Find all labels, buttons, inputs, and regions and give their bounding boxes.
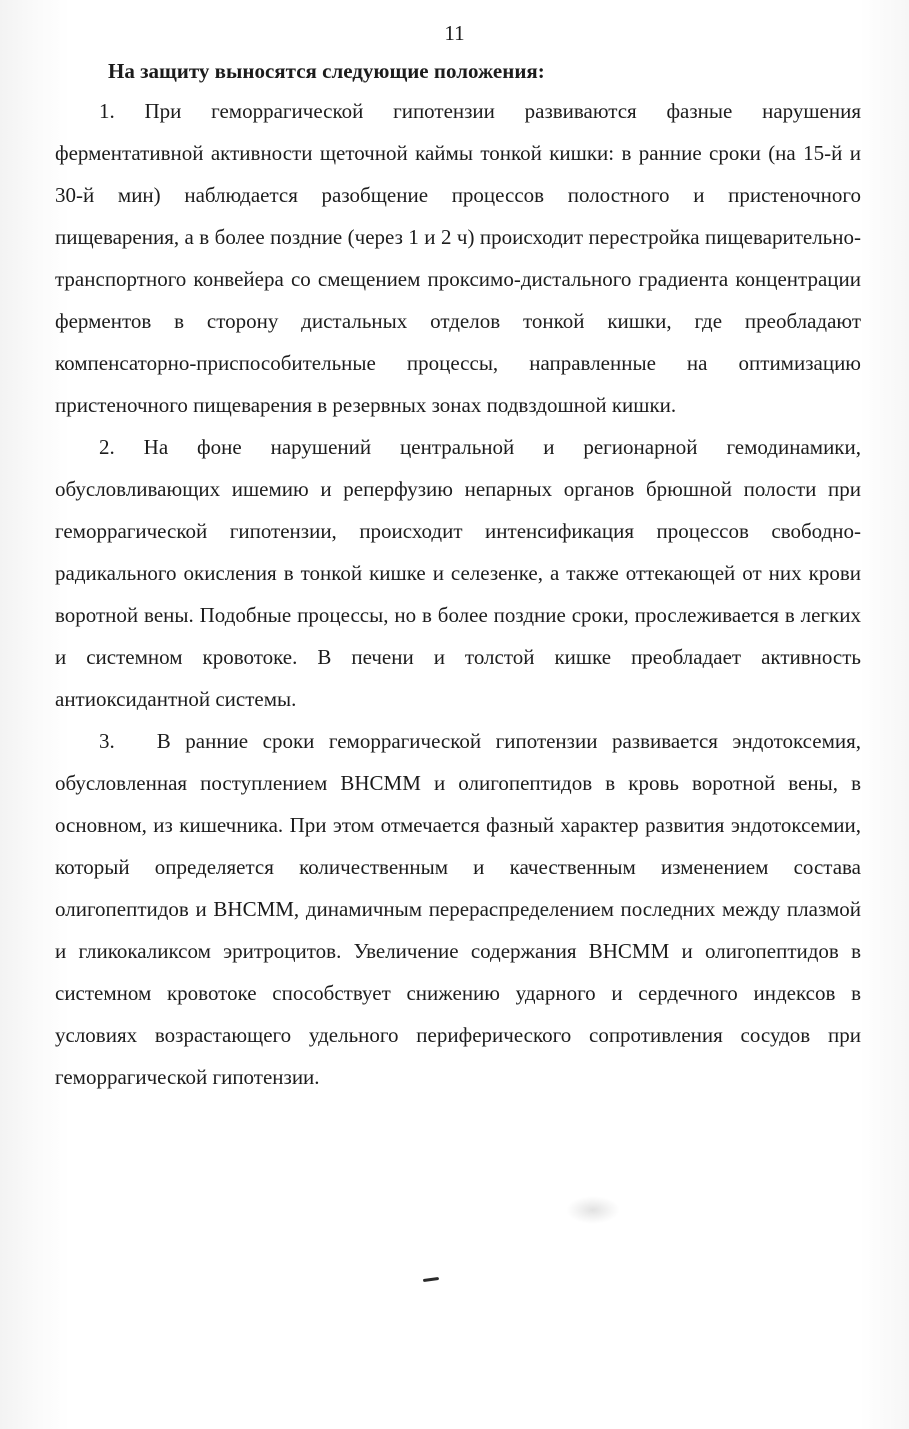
body-text: [55, 90, 861, 1098]
paragraph-2: 2. На фоне нарушений центральной и регионарной гемодинамики, обусловливающих ишемию и реперфузию непарных органов брюшной полости при геморрагической гипотензии, происходит интенсификация процессов свободно-радикального окисления в тонкой кишке и селезенке, а также оттекающей от них крови воротной вены. Подобные процессы, но в более поздние сроки, прослеживается в легких и системном кровотоке. В печени и толстой кишке преобладает активность антиоксидантной системы.: [55, 435, 861, 711]
ink-mark: [423, 1277, 439, 1282]
section-heading: На защиту выносятся следующие положения:: [108, 59, 545, 83]
paragraph-1: 1. При геморрагической гипотензии развиваются фазные нарушения ферментативной активности щеточной каймы тонкой кишки: в ранние сроки (на 15-й и 30-й мин) наблюдается разобщение процессов полостного и пристеночного пищеварения, а в более поздние (через 1 и 2 ч) происходит перестройка пищеварительно-транспортного конвейера со смещением проксимо-дистального градиента концентрации ферментов в сторону дистальных отделов тонкой кишки, где преобладают компенсаторно-приспособительные процессы, направленные на оптимизацию пристеночного пищеварения в резервных зонах подвздошной кишки.: [55, 99, 861, 417]
page-number: 11: [444, 21, 465, 45]
paragraph-3: 3. В ранние сроки геморрагической гипотензии развивается эндотоксемия, обусловленная поступлением ВНСММ и олигопептидов в кровь воротной вены, в основном, из кишечника. При этом отмечается фазный характер развития эндотоксемии, который определяется количественным и качественным изменением состава олигопептидов и ВНСММ, динамичным перераспределением последних между плазмой и гликокаликсом эритроцитов. Увеличение содержания ВНСММ и олигопептидов в системном кровотоке способствует снижению ударного и сердечного индексов в условиях возрастающего удельного периферического сопротивления сосудов при геморрагической гипотензии.: [55, 729, 861, 1089]
scan-smudge: [566, 1196, 620, 1224]
